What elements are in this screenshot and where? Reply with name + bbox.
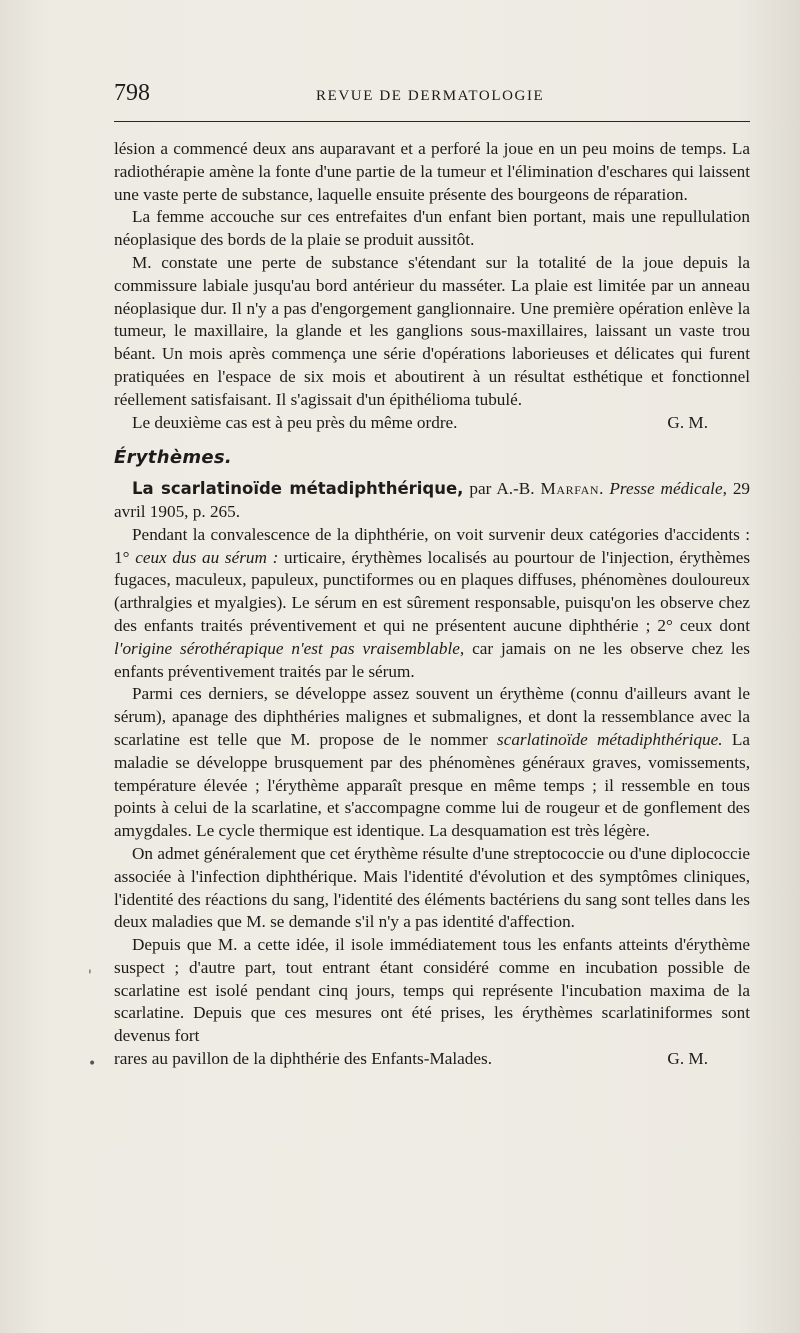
paragraph-with-signature — [114, 412, 750, 435]
paragraph — [114, 524, 750, 684]
author-signature: G. M. — [667, 412, 708, 432]
page-number: 798 — [114, 80, 150, 106]
article-dot: . — [599, 479, 610, 499]
margin-mark: ' — [88, 968, 92, 984]
text-run: urticaire, érythèmes localisés au pourtour de l'injection, érythèmes fugaces, maculeux, papuleux, punctiformes ou en plaques diffuses, phénomènes douloureux (arthralgies et myalgies). Le sérum en est sûrement responsable, puisqu'on les observe chez des enfants traités préventivement et qui ne présentent aucune diphthérie ; 2° ceux dont — [114, 547, 751, 635]
running-header — [114, 80, 750, 110]
article-reference — [114, 478, 750, 524]
text-run: La maladie se développe brusquement par des phénomènes généraux graves, vomissements, température élevée ; l'érythème apparaît presque en même temps ; il ressemble en tous points à celui de la scarlatine, et s'accompagne comme lui de rougeur et de gonflement des amygdales. Le cycle thermique est identique. La desquamation est très légère. — [114, 729, 750, 841]
article-by: par A.-B. — [463, 479, 541, 499]
paragraph-last-line — [114, 1048, 750, 1071]
italic-run: l'origine sérothérapique n'est pas vraisemblable, — [114, 638, 465, 658]
header-rule — [114, 121, 750, 122]
text-run: Pendant la convalescence de la diphthérie, on voit survenir deux catégories d'accidents : 1° — [114, 524, 750, 567]
running-title: REVUE DE DERMATOLOGIE — [316, 88, 545, 104]
paragraph: On admet généralement que cet érythème résulte d'une streptococcie ou d'une diplococcie associée à l'infection diphthérique. Mais l'identité d'évolution et des symptômes cliniques, l'identité des réactions du sang, l'identité des éléments bactériens du sang sont telles dans les deux maladies que M. se demande s'il n'y a pas identité d'affection. — [114, 843, 750, 932]
paragraph-text: rares au pavillon de la diphthérie des Enfants-Malades. — [114, 1049, 492, 1069]
body-text — [114, 138, 750, 1071]
section-title: Érythèmes. — [114, 447, 233, 469]
paragraph: M. constate une perte de substance s'étendant sur la totalité de la joue depuis la commissure labiale jusqu'au bord antérieur du masséter. La plaie est limitée par un anneau néoplasique dur. Il n'y a pas d'engorgement ganglionnaire. Une première opération enlève la tumeur, le maxillaire, la glande et les ganglions sous-maxillaires, laissant un vaste trou béant. Un mois après commença une série d'opérations laborieuses et délicates qui furent pratiquées en l'espace de six mois et aboutirent à un résultat esthétique et fonctionnel réellement satisfaisant. Il s'agissait d'un épithélioma tubulé. — [114, 252, 750, 409]
paragraph-text: Le deuxième cas est à peu près du même ordre. — [132, 412, 458, 432]
paragraph: La femme accouche sur ces entrefaites d'un enfant bien portant, mais une repullulation néoplasique des bords de la plaie se produit aussitôt. — [114, 207, 750, 250]
article-date: , 29 avril 1905, p. 265. — [114, 479, 751, 521]
paragraph: lésion a commencé deux ans auparavant et a perforé la joue en un peu moins de temps. La radiothérapie amène la fonte d'une partie de la tumeur et l'élimination d'eschares qui laissent une vaste perte de substance, laquelle ensuite présente des bourgeons de réparation. — [114, 139, 750, 204]
author-signature: G. M. — [667, 1049, 708, 1069]
article-title: La scarlatinoïde métadiphthérique, — [132, 479, 464, 499]
article-author: Marfan — [540, 479, 600, 499]
italic-run: scarlatinoïde métadiphthérique. — [497, 729, 723, 749]
paragraph — [114, 683, 750, 843]
journal-name: Presse médicale — [609, 479, 723, 499]
paragraph: Depuis que M. a cette idée, il isole immédiatement tous les enfants atteints d'érythème suspect ; d'autre part, tout entrant étant considéré comme en incubation possible de scarlatine est isolé pendant cinq jours, temps qui représente l'incubation maxima de la scarlatine. Depuis que ces mesures ont été prises, les érythèmes scarlatiniformes sont devenus fort — [114, 935, 750, 1046]
text-run: car jamais on ne les observe chez les enfants préventivement traités par le sérum. — [114, 638, 750, 681]
italic-run: ceux dus au sérum : — [135, 547, 279, 567]
margin-mark: • — [88, 1056, 97, 1072]
text-run: Parmi ces derniers, se développe assez souvent un érythème (connu d'ailleurs avant le sérum), apanage des diphthéries malignes et submalignes, et dont la ressemblance avec la scarlatine est telle que M. propose de le nommer — [114, 684, 750, 749]
